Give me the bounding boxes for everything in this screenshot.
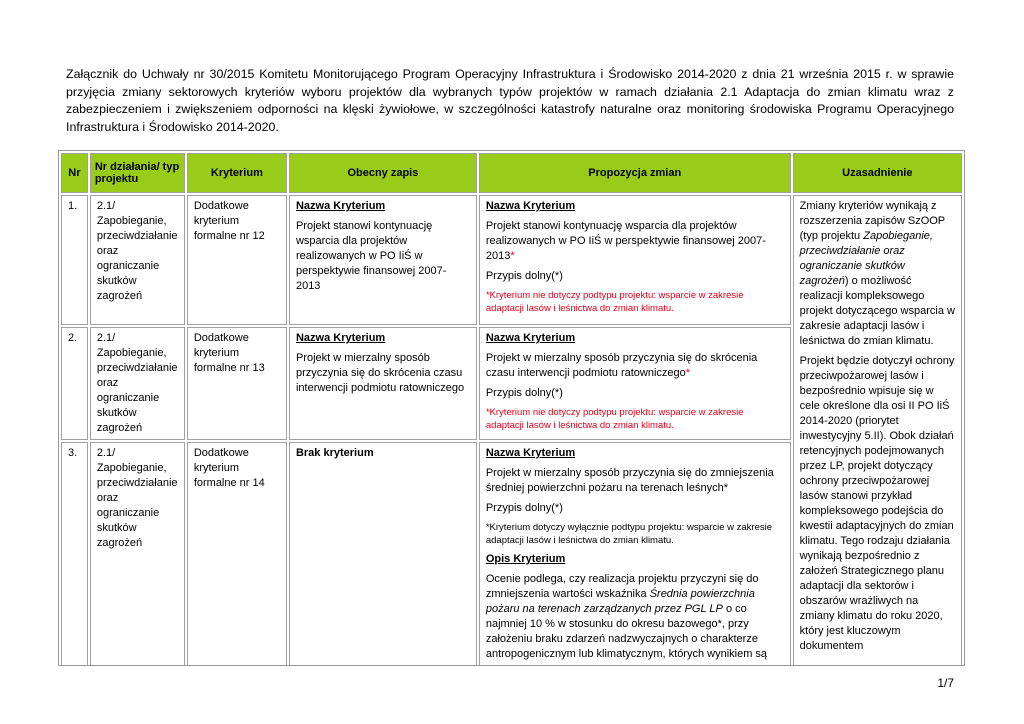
prop-footnote: *Kryterium dotyczy wyłącznie podtypu projektu: wsparcie w zakresie adaptacji lasów i leśnictwa do zmian klimatu.	[485, 522, 773, 546]
prop-text: Projekt w mierzalny sposób przyczynia się do zmniejszenia średniej powierzchni pożaru na terenach leśnych*	[485, 467, 774, 494]
cell-uzasadnienie	[793, 195, 962, 666]
opis-italic: Średnia powierzchnia pożaru na terenach zarządzanych przez PGL LP	[485, 588, 755, 615]
cell-obecny-zapis	[289, 195, 477, 325]
prop-przypis: Przypis dolny(*)	[485, 387, 563, 399]
prop-star: *	[685, 367, 691, 379]
uzasadnienie-p1	[800, 199, 955, 349]
uzasadnienie-t2: ) o możliwość realizacji kompleksowego projekt dotyczącego wsparcia w zakresie adaptacji lasów i leśnictwa do zmian klimatu.	[799, 275, 955, 347]
cell-nr: 3.	[61, 442, 88, 666]
cell-kryterium: Dodatkowe kryterium formalne nr 14	[187, 442, 287, 666]
prop-footnote: *Kryterium nie dotyczy podtypu projektu: wsparcie w zakresie adaptacji lasów i leśnictwa do zmian klimatu.	[485, 290, 744, 314]
cell-kryterium: Dodatkowe kryterium formalne nr 13	[187, 327, 287, 440]
cell-kryterium: Dodatkowe kryterium formalne nr 12	[187, 195, 287, 325]
cell-propozycja	[479, 195, 791, 325]
uzasadnienie-p2: Projekt będzie dotyczył ochrony przeciwpożarowej lasów i bezpośrednio wpisuje się w cele określone dla osi II PO IiŚ 2014-2020 (priorytet inwestycyjny 5.II). Obok działań retencyjnych podejmowanych przez LP, projekt dotyczący ochrony przeciwpożarowej lasów stanowi przykład kompleksowego podejścia do kwestii adaptacyjnych do zmian klimatu. Tego rodzaju działania wynikają bezpośrednio z założeń Strategicznego planu adaptacji dla sektorów i obszarów wrażliwych na zmiany klimatu do roku 2020, który jest kluczowym dokumentem	[799, 355, 955, 652]
uzasadnienie-t1: Zmiany kryteriów wynikają z rozszerzenia zapisów SzOOP (typ projektu	[799, 200, 945, 242]
obecny-title: Nazwa Kryterium	[295, 200, 386, 212]
prop-przypis: Przypis dolny(*)	[485, 270, 563, 282]
prop-star: *	[510, 250, 515, 262]
prop-footnote: *Kryterium nie dotyczy podtypu projektu: wsparcie w zakresie adaptacji lasów i leśnictwa do zmian klimatu.	[485, 407, 744, 431]
criteria-table-frame	[58, 150, 965, 666]
prop-text-wrap	[486, 351, 784, 381]
page-number: 1/7	[937, 676, 954, 690]
criteria-table	[59, 151, 964, 666]
header-obecny-zapis: Obecny zapis	[289, 153, 477, 193]
header-uzasadnienie: Uzasadnienie	[793, 153, 962, 193]
obecny-title: Nazwa Kryterium	[295, 332, 386, 344]
cell-dzialanie: 2.1/ Zapobieganie, przeciwdziałanie oraz ograniczanie skutków zagrożeń	[90, 195, 185, 325]
document-heading: Załącznik do Uchwały nr 30/2015 Komitetu Monitorującego Program Operacyjny Infrastruktura i Środowisko 2014-2020 z dnia 21 września 2015 r. w sprawie przyjęcia zmiany sektorowych kryteriów wyboru projektów dla wybranych typów projektów w ramach działania 2.1 Adaptacja do zmian klimatu wraz z zabezpieczeniem i zwiększeniem odporności na klęski żywiołowe, w szczególności katastrofy naturalne oraz monitoring środowiska Programu Operacyjnego Infrastruktura i Środowisko 2014-2020.	[66, 67, 954, 134]
cell-dzialanie: 2.1/ Zapobieganie, przeciwdziałanie oraz ograniczanie skutków zagrożeń	[90, 442, 185, 666]
cell-nr: 2.	[61, 327, 88, 440]
prop-title: Nazwa Kryterium	[485, 332, 576, 344]
prop-text-wrap	[486, 219, 784, 264]
prop-title: Nazwa Kryterium	[485, 447, 576, 459]
cell-nr: 1.	[61, 195, 88, 325]
prop-title: Nazwa Kryterium	[485, 200, 576, 212]
prop-przypis: Przypis dolny(*)	[485, 502, 563, 514]
prop-text: Projekt stanowi kontynuację wsparcia dla projektów realizowanych w PO IiŚ w perspektywie finansowej 2007-2013	[485, 220, 766, 262]
opis-text	[486, 572, 784, 662]
cell-dzialanie: 2.1/ Zapobieganie, przeciwdziałanie oraz ograniczanie skutków zagrożeń	[90, 327, 185, 440]
cell-obecny-zapis	[289, 327, 477, 440]
opis-2: o co najmniej 10 % w stosunku do okresu bazowego*, przy założeniu braku zdarzeń nadzwyczajnych o charakterze antropogenicznym lub klimatycznym, których wynikiem są	[485, 603, 768, 660]
header-nr: Nr	[61, 153, 88, 193]
table-row	[61, 195, 962, 325]
obecny-title: Brak kryterium	[295, 447, 374, 459]
cell-propozycja	[479, 442, 791, 666]
uzasadnienie-t1-italic: Zapobieganie, przeciwdziałanie oraz ograniczanie skutków zagrożeń	[799, 230, 933, 287]
prop-text: Projekt w mierzalny sposób przyczynia się do skrócenia czasu interwencji podmiotu ratowniczego	[485, 352, 758, 379]
header-propozycja-zmian: Propozycja zmian	[479, 153, 791, 193]
opis-title: Opis Kryterium	[485, 553, 566, 565]
opis-1: Ocenie podlega, czy realizacja projektu przyczyni się do zmniejszenia wartości wskaźnika	[485, 573, 759, 600]
obecny-text: Projekt stanowi kontynuację wsparcia dla projektów realizowanych w PO IiŚ w perspektywie finansowej 2007-2013	[295, 220, 447, 292]
cell-obecny-zapis	[289, 442, 477, 666]
obecny-text: Projekt w mierzalny sposób przyczynia się do skrócenia czasu interwencji podmiotu ratowniczego	[295, 352, 465, 394]
header-dzialanie: Nr działania/ typ projektu	[90, 153, 185, 193]
cell-propozycja	[479, 327, 791, 440]
header-kryterium: Kryterium	[187, 153, 287, 193]
table-header-row	[61, 153, 962, 193]
